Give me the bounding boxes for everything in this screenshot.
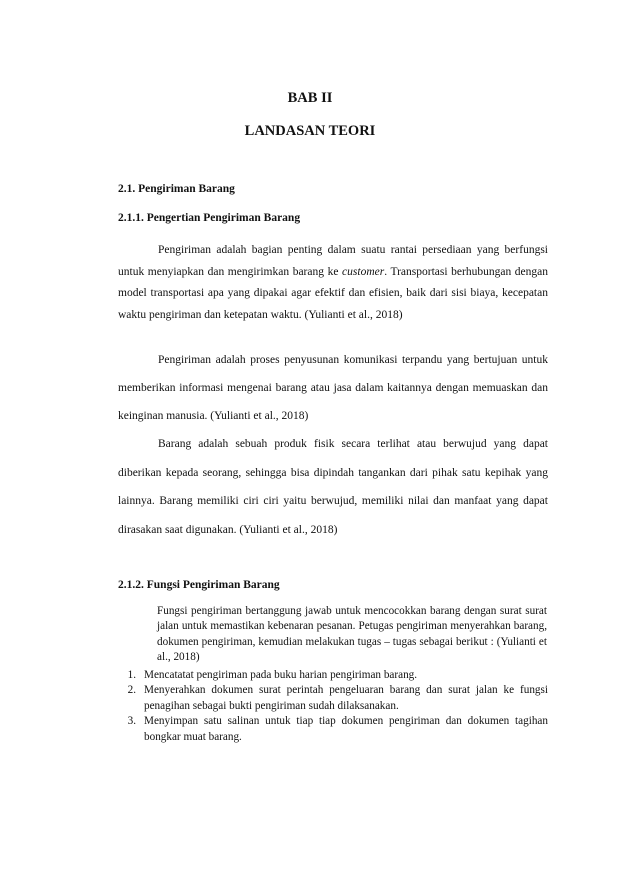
chapter-title: LANDASAN TEORI <box>244 123 376 139</box>
list-item-text: Mencatatat pengiriman pada buku harian pengiriman barang. <box>144 669 418 681</box>
paragraph-definition-barang: Barang adalah sebuah produk fisik secara terlihat atau berwujud yang dapat diberikan kepada seorang, sehingga bisa dipindah tangankan dari pihak satu kepihak yang lainnya. Barang memiliki ciri ciri yaitu berwujud, memiliki nilai dan manfaat yang dapat dirasakan saat digunakan. (Yulianti et al., 2018) <box>118 438 548 536</box>
list-item <box>118 714 548 745</box>
paragraph-definition-pengiriman <box>118 240 548 326</box>
list-item-text: Menyimpan satu salinan untuk tiap tiap dokumen pengiriman dan dokumen tagihan bongkar muat barang. <box>144 715 548 743</box>
list-item-number: 3. <box>127 715 136 728</box>
list-item <box>118 668 548 683</box>
section-heading-2-1-1: 2.1.1. Pengertian Pengiriman Barang <box>118 212 301 224</box>
para1-emphasis: customer <box>342 265 385 278</box>
paragraph-proses-pengiriman: Pengiriman adalah proses penyusunan komunikasi terpandu yang bertujuan untuk memberikan informasi mengenai barang atau jasa dalam kaitannya dengan memuaskan dan keinginan manusia. (Yulianti et al., 2018) <box>118 354 548 422</box>
section-heading-2-1-2: 2.1.2. Fungsi Pengiriman Barang <box>118 579 280 591</box>
fungsi-task-list <box>118 668 548 745</box>
para1-text-after: . Transportasi berhubungan dengan model transportasi apa yang dipakai agar efektif dan efisien, baik dari sisi biaya, kecepatan waktu pengiriman dan ketepatan waktu. (Yulianti et al., 2018) <box>118 265 548 321</box>
list-item-number: 2. <box>127 684 136 697</box>
section-heading-2-1: 2.1. Pengiriman Barang <box>118 183 235 195</box>
list-item-text: Menyerahkan dokumen surat perintah pengeluaran barang dan surat jalan ke fungsi penagihan sebagai bukti pengiriman sudah dilaksanakan. <box>144 684 548 712</box>
para1-text-before: Pengiriman adalah bagian penting dalam suatu rantai persediaan yang berfungsi untuk menyiapkan dan mengirimkan barang ke <box>118 244 548 278</box>
paragraph-fungsi-intro: Fungsi pengiriman bertanggung jawab untuk mencocokkan barang dengan surat surat jalan untuk memastikan kebenaran pesanan. Petugas pengiriman menyerahkan barang, dokumen pengiriman, kemudian melakukan tugas – tugas sebagai berikut : (Yulianti et al., 2018) <box>157 605 547 664</box>
chapter-number: BAB II <box>287 90 333 106</box>
list-item <box>118 683 548 714</box>
list-item-number: 1. <box>127 669 136 681</box>
